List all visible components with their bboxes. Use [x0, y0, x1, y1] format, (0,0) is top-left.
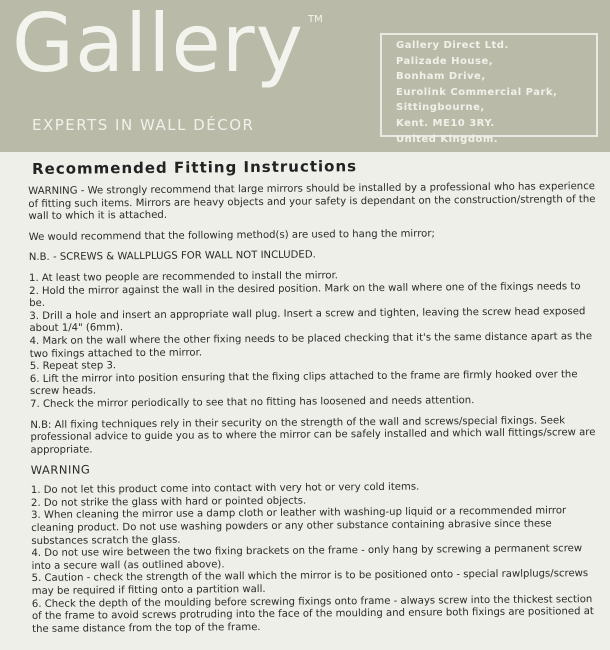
trademark-mark: TM [308, 14, 323, 25]
warning-item: 4. Do not use wire between the two fixing brackets on the frame - only hang by screwing a permanent screw into a secure wall (as outlined above). [31, 543, 583, 572]
warning-item: 1. Do not let this product come into contact with very hot or very cold items. [30, 481, 420, 497]
warning-item: 3. When cleaning the mirror use a damp cloth or leather with washing-up liquid or a recommended mirror cleaning product. Do not use washing powders or any other substance containing abrasive since these substances scratch the glass. [31, 505, 567, 547]
nb-screws-note: N.B. - SCREWS & WALLPLUGS FOR WALL NOT INCLUDED. [28, 249, 316, 264]
address-line: Eurolink Commercial Park, [396, 86, 558, 98]
step-item: 4. Mark on the wall where the other fixing needs to be placed checking that it's the same distance apart as the two fixings attached to the mirror. [29, 331, 593, 360]
step-item: 5. Repeat step 3. [29, 360, 117, 373]
page-title: Recommended Fitting Instructions [31, 157, 358, 178]
warning-item: 2. Do not strike the glass with hard or pointed objects. [30, 495, 307, 509]
instructions-body [28, 155, 600, 636]
step-item: 3. Drill a hole and insert an appropriate wall plug. Insert a screw and tighten, leaving the screw head exposed about 1/4" (6mm). [29, 305, 586, 335]
warning-heading: WARNING [30, 462, 91, 478]
warning-item: 6. Check the depth of the moulding before screwing fixings onto frame - always screw into the thickest section of the frame to avoid screws protruding into the face of the moulding and ensure both fixings are positioned at the same distance from the top of the frame. [31, 593, 594, 635]
address-line: Bonham Drive, [396, 71, 486, 83]
warnings-list [31, 480, 600, 636]
steps-list [29, 268, 598, 411]
tagline: EXPERTS IN WALL DÉCOR [32, 116, 255, 134]
step-item: 1. At least two people are recommended to install the mirror. [28, 270, 339, 284]
address-line: Palizade House, [396, 55, 494, 67]
warning-item: 5. Caution - check the strength of the wall which the mirror is to be positioned onto - special rawlplugs/screws may be required if fitting onto a partition wall. [31, 568, 589, 598]
gallery-logo: Gallery [12, 0, 304, 90]
step-item: 2. Hold the mirror against the wall in the desired position. Mark on the wall where one of the fixings needs to be. [29, 280, 581, 310]
header-banner [0, 0, 610, 152]
method-intro: We would recommend that the following method(s) are used to hang the mirror; [28, 228, 435, 243]
step-item: 6. Lift the mirror into position ensuring that the fixing clips attached to the frame are firmly hooked over the screw heads. [29, 368, 578, 398]
warning-intro: WARNING - We strongly recommend that large mirrors should be installed by a professional who has experience of fitting such items. Mirrors are heavy objects and your safety is dependant on the construction/strength of the wall to which it is attached. [28, 181, 596, 223]
step-item: 7. Check the mirror periodically to see that no fitting has loosened and needs attention. [30, 395, 475, 410]
address-box [380, 33, 598, 145]
address-line: Kent. ME10 3RY. [396, 117, 495, 129]
address-line: Gallery Direct Ltd. [396, 40, 509, 51]
address-line: United Kingdom. [396, 133, 499, 145]
address-line: Sittingbourne, [396, 102, 485, 114]
nb-fixing-note: N.B: All fixing techniques rely in their security on the strength of the wall and screws/special fixings. Seek professional advice to guide you as to where the mirror can be safely installed and which wall fittings/screw are appropriate. [30, 414, 596, 456]
